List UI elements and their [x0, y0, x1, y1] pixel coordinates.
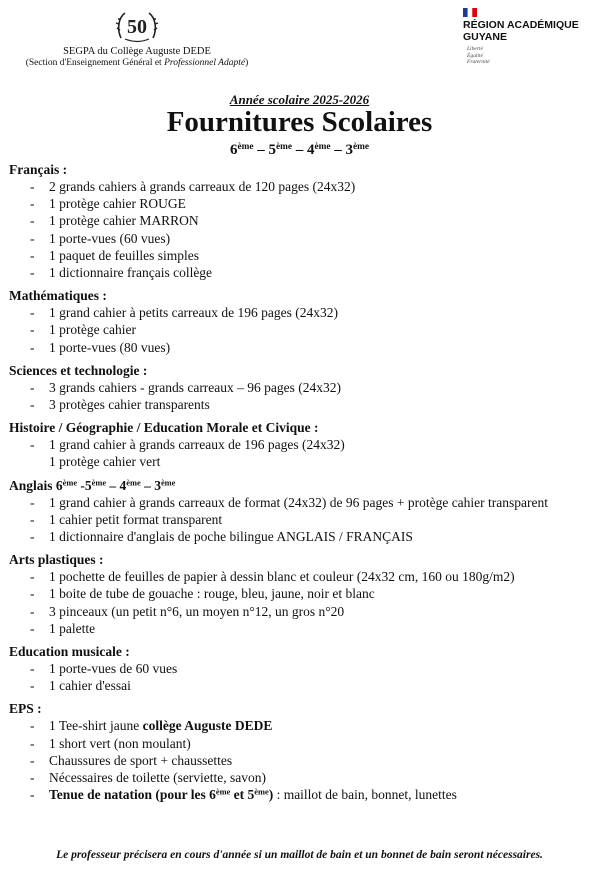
region-label: RÉGION ACADÉMIQUE [463, 19, 579, 31]
item-text: 1 dictionnaire français collège [49, 265, 213, 281]
list-item [9, 585, 594, 602]
title-suffix: ème [91, 478, 107, 488]
item-text: 1 grand cahier à grands carreaux de format (24x32) de 96 pages + protège cahier transparent [49, 494, 549, 510]
list-dash: - [30, 529, 35, 545]
item-text: 3 pinceaux (un petit n°6, un moyen n°12, un gros n°20 [49, 603, 345, 619]
list-dash: - [30, 379, 35, 395]
section-title: Arts plastiques : [9, 552, 104, 568]
item-text: 2 grands cahiers à grands carreaux de 120 pages (24x32) [49, 179, 356, 194]
list-item [9, 786, 594, 803]
item-text: 1 dictionnaire d'anglais de poche bilingue ANGLAIS / FRANÇAIS [49, 529, 413, 545]
school-logo-50-icon [115, 8, 159, 44]
title-part: Anglais [9, 477, 56, 493]
level-number: 4 [307, 142, 315, 158]
item-text: 1 protège cahier MARRON [49, 213, 199, 229]
supply-list [9, 717, 594, 803]
level-suffix: ème [353, 141, 369, 152]
svg-text:50: 50 [127, 16, 147, 38]
region-name: GUYANE [463, 31, 507, 43]
supply-sections [9, 162, 594, 810]
item-part: et [230, 787, 248, 803]
section-sciences [9, 363, 594, 413]
item-part: ) [268, 787, 274, 803]
list-dash: - [30, 339, 35, 355]
level-suffix: ème [314, 141, 331, 152]
list-dash: - [30, 735, 35, 751]
list-dash: - [30, 305, 35, 321]
title-part: – [140, 477, 155, 493]
item-text: 1 grand cahier à grands carreaux de 196 pages (24x32) [49, 437, 345, 453]
list-dash: - [30, 437, 35, 453]
school-name: SEGPA du Collège Auguste DEDE [63, 46, 211, 57]
list-item [9, 752, 594, 769]
list-dash: - [30, 397, 35, 413]
section-title: Français : [9, 162, 68, 177]
list-item [9, 304, 594, 321]
list-dash: - [30, 230, 35, 246]
level-number: 6 [230, 142, 238, 158]
level-suffix: ème [276, 141, 292, 152]
list-item [9, 339, 594, 356]
motto-line: Fraternité [467, 59, 490, 65]
list-dash: - [30, 213, 35, 229]
list-item [9, 511, 594, 528]
item-part: Tenue de natation (pour les [49, 787, 210, 803]
supply-list [9, 494, 594, 546]
list-dash: - [30, 322, 35, 338]
supply-list [9, 379, 594, 413]
list-dash: - [30, 196, 35, 212]
section-title: EPS : [9, 701, 42, 717]
level-number: 3 [345, 142, 353, 158]
level-suffix: ème [237, 141, 254, 152]
title-part: 5 [84, 477, 92, 493]
title-suffix: ème [126, 478, 141, 488]
level-separator: – [253, 142, 269, 158]
motto-line: Égalité [467, 52, 483, 59]
item-part: collège Auguste DEDE [142, 718, 273, 734]
list-item [9, 735, 594, 752]
region-header [463, 8, 593, 66]
title-part: 6 [55, 477, 63, 493]
list-item [9, 660, 594, 677]
section-title: Histoire / Géographie / Education Morale et Civique : [9, 420, 319, 436]
item-suffix: ème [254, 787, 269, 797]
list-dash: - [30, 265, 35, 281]
list-dash: - [30, 494, 35, 510]
school-year: Année scolaire 2025-2026 [229, 92, 370, 107]
list-item [9, 178, 594, 195]
list-item [9, 247, 594, 264]
title-part: 3 [154, 477, 161, 493]
item-text: 1 protège cahier ROUGE [49, 196, 186, 212]
page-title: Fournitures Scolaires [166, 106, 433, 138]
list-item [9, 396, 594, 413]
item-text: 1 short vert (non moulant) [49, 735, 191, 751]
item-text: 1 palette [49, 620, 96, 636]
list-item [9, 379, 594, 396]
section-title [9, 478, 594, 494]
section-title: Sciences et technologie : [9, 362, 148, 378]
list-item [9, 603, 594, 620]
french-flag-icon [463, 8, 477, 17]
list-item [9, 677, 594, 694]
item-text: 1 cahier petit format transparent [49, 511, 223, 527]
item-text: Nécessaires de toilette (serviette, savon) [49, 770, 267, 786]
item-text: 3 protèges cahier transparents [49, 397, 210, 413]
section-title: Mathématiques : [9, 288, 107, 304]
motto-line: Liberté [467, 46, 483, 52]
list-dash: - [30, 586, 35, 602]
list-item [9, 264, 594, 281]
section-anglais [9, 478, 594, 546]
item-text: 1 grand cahier à petits carreaux de 196 pages (24x32) [49, 305, 339, 321]
supply-list [9, 568, 594, 637]
list-item [9, 436, 594, 453]
list-dash: - [30, 569, 35, 585]
item-part: 5 [247, 787, 255, 803]
item-text: 1 porte-vues (60 vues) [49, 230, 171, 246]
section-histoire [9, 420, 594, 470]
item-text: 1 protège cahier [49, 322, 136, 338]
list-dash: - [30, 603, 35, 619]
list-item [9, 453, 594, 470]
supply-list [9, 436, 594, 470]
supply-list [9, 304, 594, 356]
list-item [9, 212, 594, 229]
list-dash: - [30, 718, 35, 734]
item-text: 1 boite de tube de gouache : rouge, bleu, jaune, noir et blanc [49, 586, 375, 602]
title-suffix: ème [62, 478, 78, 488]
item-text: 1 porte-vues (80 vues) [49, 339, 171, 355]
item-text: 1 protège cahier vert [49, 454, 161, 470]
supply-list [9, 660, 594, 694]
list-dash: - [30, 678, 35, 694]
item-text: Chaussures de sport + chaussettes [49, 752, 233, 768]
section-francais [9, 162, 594, 281]
list-item [9, 195, 594, 212]
list-item [9, 230, 594, 247]
section-musique [9, 644, 594, 694]
title-part: 4 [119, 477, 127, 493]
list-dash: - [30, 787, 35, 803]
list-dash: - [30, 511, 35, 527]
list-dash: - [30, 770, 35, 786]
grade-levels [0, 141, 599, 159]
level-separator: – [292, 142, 307, 158]
list-dash: - [30, 661, 35, 677]
footer-note: Le professeur précisera en cours d'année si un maillot de bain et un bonnet de bain seront nécessaires. [56, 849, 543, 861]
section-eps [9, 701, 594, 803]
list-item [9, 494, 594, 511]
item-text: 1 pochette de feuilles de papier à dessin blanc et couleur (24x32 cm, 160 ou 180g/m2) [49, 569, 515, 585]
list-item [9, 769, 594, 786]
republic-motto [467, 46, 593, 66]
list-item [9, 568, 594, 585]
school-header [6, 8, 268, 69]
item-text: 3 grands cahiers - grands carreaux – 96 pages (24x32) [49, 379, 342, 395]
list-dash: - [30, 752, 35, 768]
item-suffix: ème [215, 787, 231, 797]
list-dash: - [30, 179, 35, 194]
section-title: Education musicale : [9, 644, 130, 660]
item-text: 1 paquet de feuilles simples [49, 247, 199, 263]
list-item [9, 321, 594, 338]
title-suffix: ème [160, 478, 176, 488]
section-mathematiques [9, 288, 594, 356]
section-arts [9, 552, 594, 637]
list-item [9, 528, 594, 545]
list-dash: - [30, 247, 35, 263]
school-subtitle: (Section d'Enseignement Général et Professionnel Adapté) [25, 58, 249, 68]
list-item [9, 717, 594, 734]
supply-list [9, 178, 594, 281]
list-item [9, 620, 594, 637]
item-part: 6 [209, 787, 216, 803]
item-part: : maillot de bain, bonnet, lunettes [273, 787, 457, 803]
level-separator: – [330, 142, 346, 158]
level-number: 5 [268, 142, 276, 158]
title-part: - [77, 477, 85, 493]
item-text: 1 porte-vues de 60 vues [49, 661, 178, 677]
item-text: 1 cahier d'essai [49, 678, 131, 694]
list-dash: - [30, 620, 35, 636]
title-part: – [106, 477, 120, 493]
item-part: 1 Tee-shirt jaune [49, 718, 143, 734]
